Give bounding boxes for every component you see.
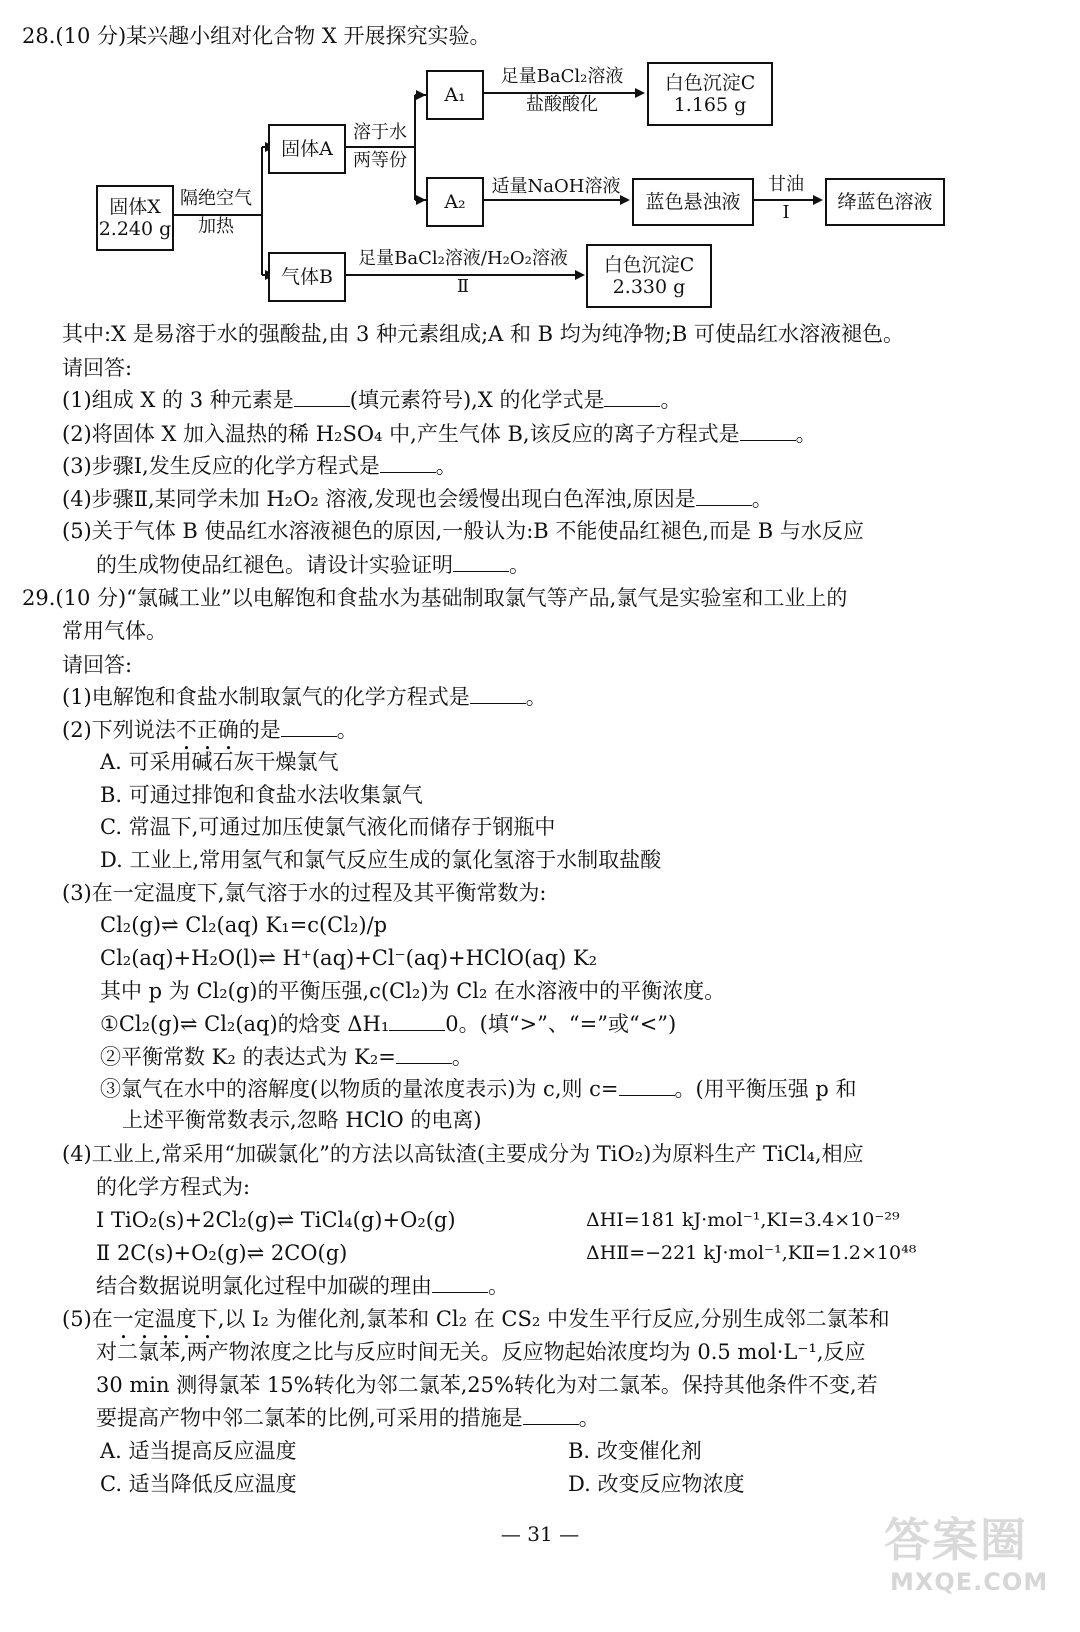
glycerol-label [756,174,816,224]
q28-part3 [62,452,457,480]
q28-title: 28.(10 分)某兴趣小组对化合物 X 开展探究实验。 [22,24,491,48]
q29-part5-line3: 30 min 测得氯苯 15%转化为邻二氯苯,25%转化为对二氯苯。保持其他条件不变,若 [96,1373,878,1397]
q29-5-option-d: D. 改变反应物浓度 [568,1472,745,1496]
b-reagent-top: 足量BaCl₂溶液/H₂O₂溶液 [358,248,568,269]
q28-part1-text-c: 。 [660,388,682,412]
equilibrium-note: 其中 p 为 Cl₂(g)的平衡压强,c(Cl₂)为 Cl₂ 在水溶液中的平衡浓度。 [100,979,726,1003]
q29-part2-text-b: 的是 [238,718,281,742]
answer-blank[interactable] [281,718,337,737]
q29-part5-text-b: ,以 I₂ 为催化剂,氯苯和 Cl₂ 在 CS₂ 中发生平行反应,分别生成邻二氯苯和 [217,1307,890,1331]
q28-part5-line2 [96,551,530,579]
q29-title-line2: 常用气体。 [62,619,167,643]
q28-ask: 请回答: [62,356,133,380]
glycerol-label-bottom: Ⅰ [782,202,790,223]
heat-label [172,188,260,238]
answer-blank[interactable] [396,1045,452,1064]
split-label-top: 溶于水 [353,122,407,143]
b-reagent-bottom: Ⅱ [456,276,470,297]
page-number: — 31 — [500,1522,580,1546]
equilibrium-1: Cl₂(g)⇌ Cl₂(aq) K₁=c(Cl₂)/p [100,913,388,937]
q29-sub3-text-b: 。(用平衡压强 p 和 [674,1077,857,1101]
a2-box [426,177,484,227]
q29-option-b: B. 可通过排饱和食盐水法收集氯气 [100,783,423,807]
answer-blank[interactable] [470,685,526,704]
q29-5-option-c: C. 适当降低反应温度 [100,1472,297,1496]
q29-sub1-text-a: ①Cl₂(g)⇌ Cl₂(aq)的焓变 ΔH₁ [100,1012,390,1036]
q28-part5-text-a: 的生成物使品红褪色。请设计实验证明 [96,553,453,577]
q28-part2-text-a: (2)将固体 X 加入温热的稀 H₂SO₄ 中,产生气体 B,该反应的离子方程式是 [62,422,740,446]
a1-box [426,70,484,120]
q29-part2-text-c: 。 [336,718,358,742]
q29-part4-line1: (4)工业上,常采用“加碳氯化”的方法以高钛渣(主要成分为 TiO₂)为原料生产 TiCl₄,相应 [62,1142,864,1166]
q28-part3-text-b: 。 [435,454,457,478]
precipitate-c1-box [647,62,773,126]
q29-title-line1: 29.(10 分)“氯碱工业”以电解饱和食盐水为基础制取氯气等产品,氯气是实验室和工业上的 [22,586,848,610]
solid-x-mass: 2.240 g [98,218,172,240]
q28-part1-text-a: (1)组成 X 的 3 种元素是 [62,388,294,412]
answer-blank[interactable] [389,1012,445,1031]
q28-part4-text-a: (4)步骤Ⅱ,某同学未加 H₂O₂ 溶液,发现也会缓慢出现白色浑浊,原因是 [62,487,696,511]
solid-a-name: 固体A [281,138,333,160]
gas-b-name: 气体B [281,266,333,288]
q28-part2-text-b: 。 [795,422,817,446]
watermark-url: MXQE.COM [890,1568,1049,1596]
precipitate-c1-mass: 1.165 g [673,94,747,116]
a2-name: A₂ [444,191,466,213]
precipitate-c2-name: 白色沉淀C [603,254,695,276]
split-label [345,122,415,172]
split-label-bottom: 两等份 [353,150,407,171]
emphasis-text: 不正确 [175,718,239,742]
q29-part4-text-b: 。 [488,1274,509,1298]
reaction-2: Ⅱ 2C(s)+O₂(g)⇌ 2CO(g) [96,1241,348,1265]
q29-sub3 [100,1075,857,1103]
q29-option-a: A. 可采用碱石灰干燥氯气 [100,750,339,774]
q29-part5-text-c: 要提高产物中邻二氯苯的比例,可采用的措施是 [96,1406,523,1430]
q29-part4-text-a: 结合数据说明氯化过程中加碳的理由 [96,1274,432,1298]
dark-blue-solution-name: 绛蓝色溶液 [837,191,933,213]
a1-name: A₁ [444,84,466,106]
glycerol-label-top: 甘油 [768,174,804,195]
q29-sub3-line2: 上述平衡常数表示,忽略 HClO 的电离) [122,1108,482,1132]
a1-reagent-bottom: 盐酸酸化 [526,94,598,115]
solid-x-box [96,185,174,251]
q29-part5-text-a: (5)在 [62,1307,113,1331]
answer-blank[interactable] [696,487,752,506]
q29-sub2-text-b: 。 [451,1045,473,1069]
q29-5-option-a: A. 适当提高反应温度 [100,1439,297,1463]
b-reagent-label [345,248,581,298]
q28-part4 [62,485,773,513]
q28-part3-text-a: (3)步骤Ⅰ,发生反应的化学方程式是 [62,454,380,478]
heat-label-top: 隔绝空气 [180,188,252,209]
heat-label-bottom: 加热 [198,216,234,237]
precipitate-c1-name: 白色沉淀C [664,72,756,94]
a2-reagent-label: 适量NaOH溶液 [491,176,621,197]
solid-a-box [268,124,346,174]
q29-part4-line2: 的化学方程式为: [96,1175,251,1199]
blue-suspension-name: 蓝色悬浊液 [645,191,741,213]
q28-note: 其中:X 是易溶于水的强酸盐,由 3 种元素组成;A 和 B 均为纯净物;B 可使品红水溶液褪色。 [62,322,904,346]
q29-sub2 [100,1043,473,1071]
equilibrium-2: Cl₂(aq)+H₂O(l)⇌ H⁺(aq)+Cl⁻(aq)+HClO(aq) K₂ [100,946,598,970]
answer-blank[interactable] [380,454,436,473]
answer-blank[interactable] [453,553,509,572]
q29-part1-text-b: 。 [525,685,547,709]
q29-part1 [62,683,547,711]
emphasis-text: 一定温度下 [112,1307,218,1331]
reaction-2-constants: ΔHⅡ=−221 kJ·mol⁻¹,KⅡ=1.2×10⁴⁸ [586,1242,917,1264]
q29-part4-line3 [96,1272,509,1300]
q28-part2 [62,420,817,448]
q29-part5-text-d: 。 [578,1406,600,1430]
q28-part4-text-b: 。 [751,487,773,511]
answer-blank[interactable] [432,1274,488,1293]
answer-blank[interactable] [740,422,796,441]
q29-option-c: C. 常温下,可通过加压使氯气液化而储存于钢瓶中 [100,815,556,839]
q29-sub3-text-a: ③氯气在水中的溶解度(以物质的量浓度表示)为 c,则 c= [100,1077,619,1101]
watermark-logo [884,1504,1049,1614]
a1-reagent-label [484,66,640,116]
a1-reagent-top: 足量BaCl₂溶液 [500,66,624,87]
q29-part1-text-a: (1)电解饱和食盐水制取氯气的化学方程式是 [62,685,470,709]
q28-part5-line1: (5)关于气体 B 使品红水溶液褪色的原因,一般认为:B 不能使品红褪色,而是 B 与水反应 [62,519,864,543]
reaction-1: Ⅰ TiO₂(s)+2Cl₂(g)⇌ TiCl₄(g)+O₂(g) [96,1208,456,1232]
q29-5-option-b: B. 改变催化剂 [568,1439,702,1463]
solid-x-name: 固体X [109,196,161,218]
q28-part1-text-b: (填元素符号),X 的化学式是 [349,388,605,412]
q29-ask: 请回答: [62,653,133,677]
q28-part1 [62,386,681,414]
dark-blue-solution-box [825,178,945,226]
q29-part5-line2: 对二氯苯,两产物浓度之比与反应时间无关。反应物起始浓度均为 0.5 mol·L⁻¹,反应 [96,1340,866,1364]
watermark-text: 答案圈 [884,1513,1028,1567]
reaction-1-constants: ΔHⅠ=181 kJ·mol⁻¹,KⅠ=3.4×10⁻²⁹ [586,1209,900,1231]
precipitate-c2-box [586,244,712,308]
answer-blank[interactable] [604,388,660,407]
q29-sub1 [100,1010,676,1038]
precipitate-c2-mass: 2.330 g [612,276,686,298]
q29-part5-line4 [96,1404,600,1432]
q29-option-d: D. 工业上,常用氢气和氯气反应生成的氯化氢溶于水制取盐酸 [100,848,662,872]
blue-suspension-box [632,178,754,226]
answer-blank[interactable] [294,388,350,407]
gas-b-box [268,252,346,302]
q28-part5-text-b: 。 [509,553,530,577]
q29-sub1-text-b: 0。(填“>”、“=”或“<”) [445,1012,677,1036]
answer-blank[interactable] [619,1077,675,1096]
q29-part3: (3)在一定温度下,氯气溶于水的过程及其平衡常数为: [62,881,547,905]
answer-blank[interactable] [523,1406,579,1425]
q29-part2-text-a: (2)下列说法 [62,718,176,742]
q29-sub2-text-a: ②平衡常数 K₂ 的表达式为 K₂= [100,1045,396,1069]
